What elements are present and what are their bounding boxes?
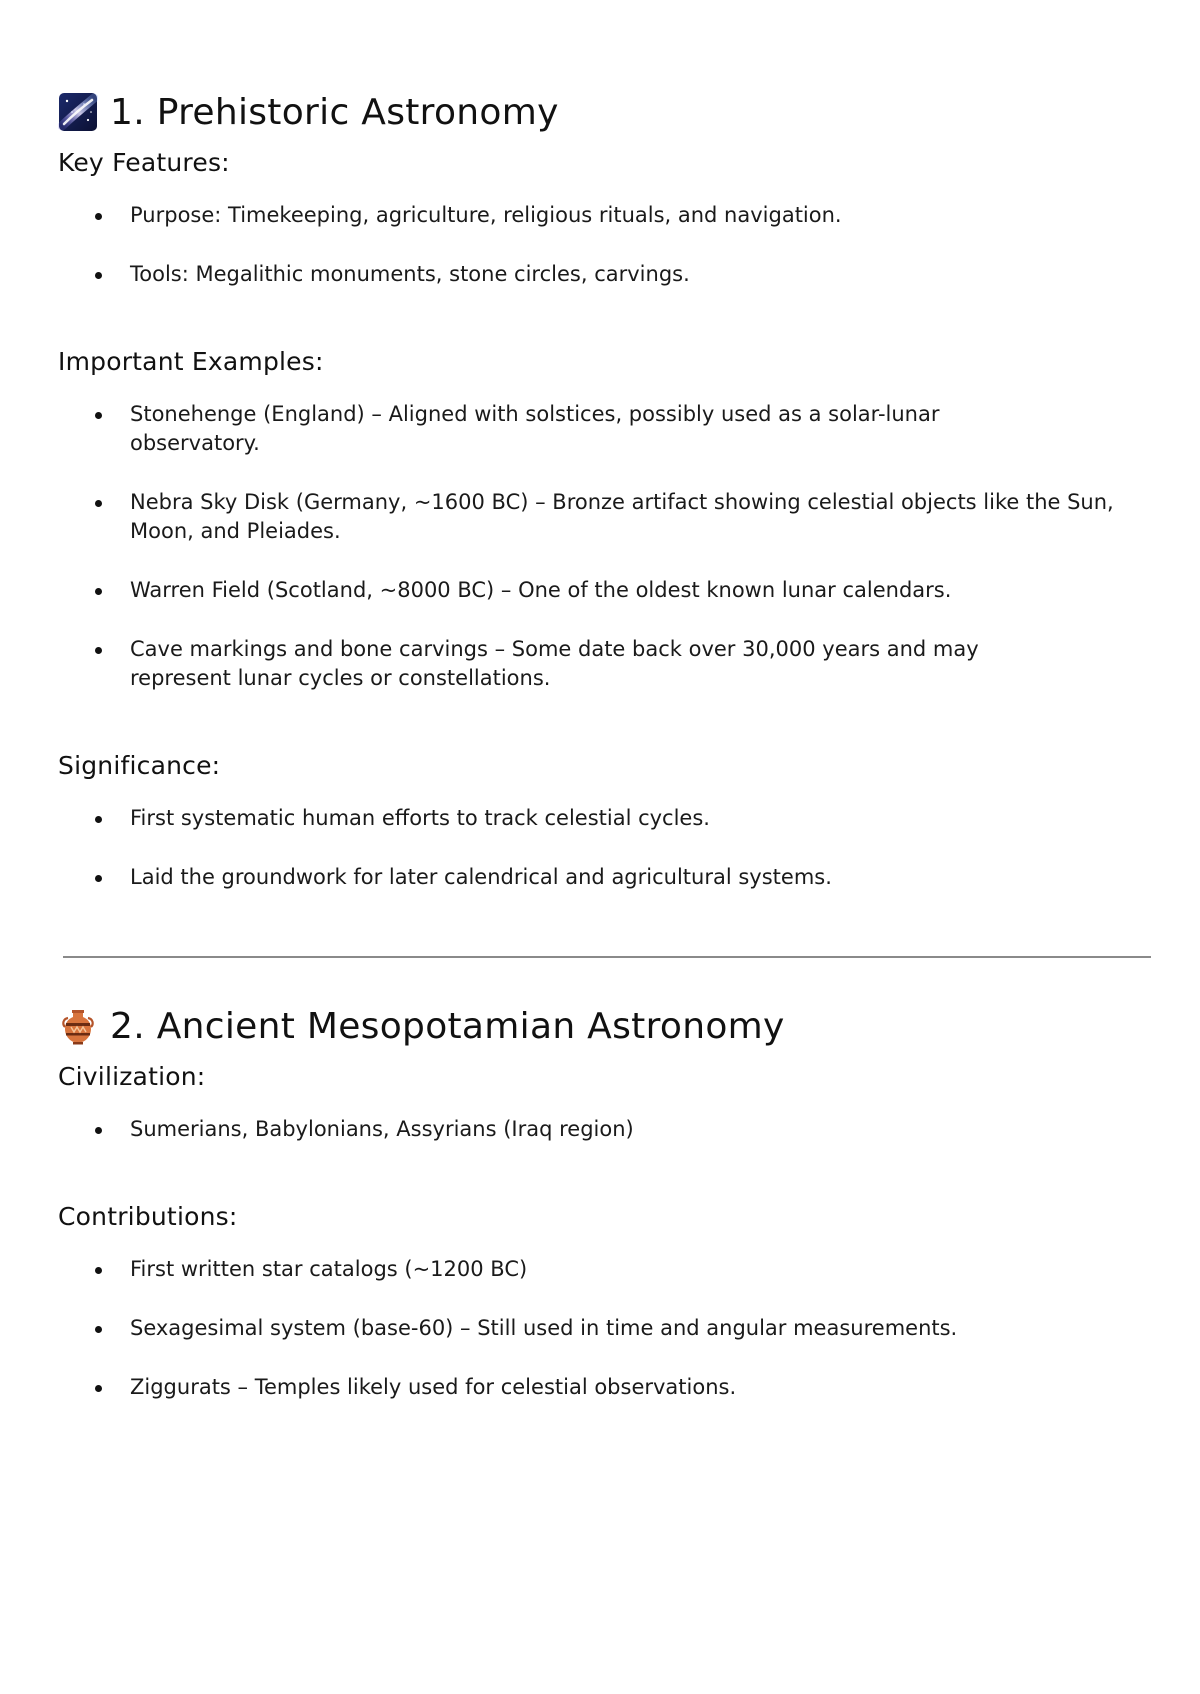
list-item: Tools: Megalithic monuments, stone circles, carvings. xyxy=(58,260,1148,289)
civilization-list xyxy=(58,1115,1148,1144)
list-item: Stonehenge (England) – Aligned with solstices, possibly used as a solar-lunar observatory. xyxy=(58,400,1148,458)
contributions-list xyxy=(58,1255,1148,1402)
section-title-text: 2. Ancient Mesopotamian Astronomy xyxy=(110,1005,785,1047)
list-item: Cave markings and bone carvings – Some date back over 30,000 years and may represent lunar cycles or constellations. xyxy=(58,635,1148,693)
key-features-list xyxy=(58,201,1148,289)
list-item: Purpose: Timekeeping, agriculture, religious rituals, and navigation. xyxy=(58,201,1148,230)
important-examples-list xyxy=(58,400,1148,693)
important-examples-heading: Important Examples: xyxy=(58,347,324,376)
civilization-heading: Civilization: xyxy=(58,1062,206,1091)
list-item: First written star catalogs (~1200 BC) xyxy=(58,1255,1148,1284)
list-item: Sumerians, Babylonians, Assyrians (Iraq region) xyxy=(58,1115,1148,1144)
section-title-text: 1. Prehistoric Astronomy xyxy=(110,91,559,133)
key-features-heading: Key Features: xyxy=(58,148,230,177)
section-title-prehistoric xyxy=(58,84,1148,140)
contributions-heading: Contributions: xyxy=(58,1202,238,1231)
milky-way-icon xyxy=(58,92,98,132)
significance-list xyxy=(58,804,1148,892)
amphora-icon xyxy=(58,1006,98,1046)
document-page xyxy=(58,84,1148,1432)
significance-heading: Significance: xyxy=(58,751,221,780)
list-item: Laid the groundwork for later calendrical and agricultural systems. xyxy=(58,863,1148,892)
list-item: Sexagesimal system (base-60) – Still used in time and angular measurements. xyxy=(58,1314,1148,1343)
list-item: Ziggurats – Temples likely used for celestial observations. xyxy=(58,1373,1148,1402)
list-item: First systematic human efforts to track celestial cycles. xyxy=(58,804,1148,833)
list-item: Nebra Sky Disk (Germany, ~1600 BC) – Bronze artifact showing celestial objects like the Sun, Moon, and Pleiades. xyxy=(58,488,1148,546)
list-item: Warren Field (Scotland, ~8000 BC) – One of the oldest known lunar calendars. xyxy=(58,576,1148,605)
section-title-mesopotamian xyxy=(58,998,1148,1054)
